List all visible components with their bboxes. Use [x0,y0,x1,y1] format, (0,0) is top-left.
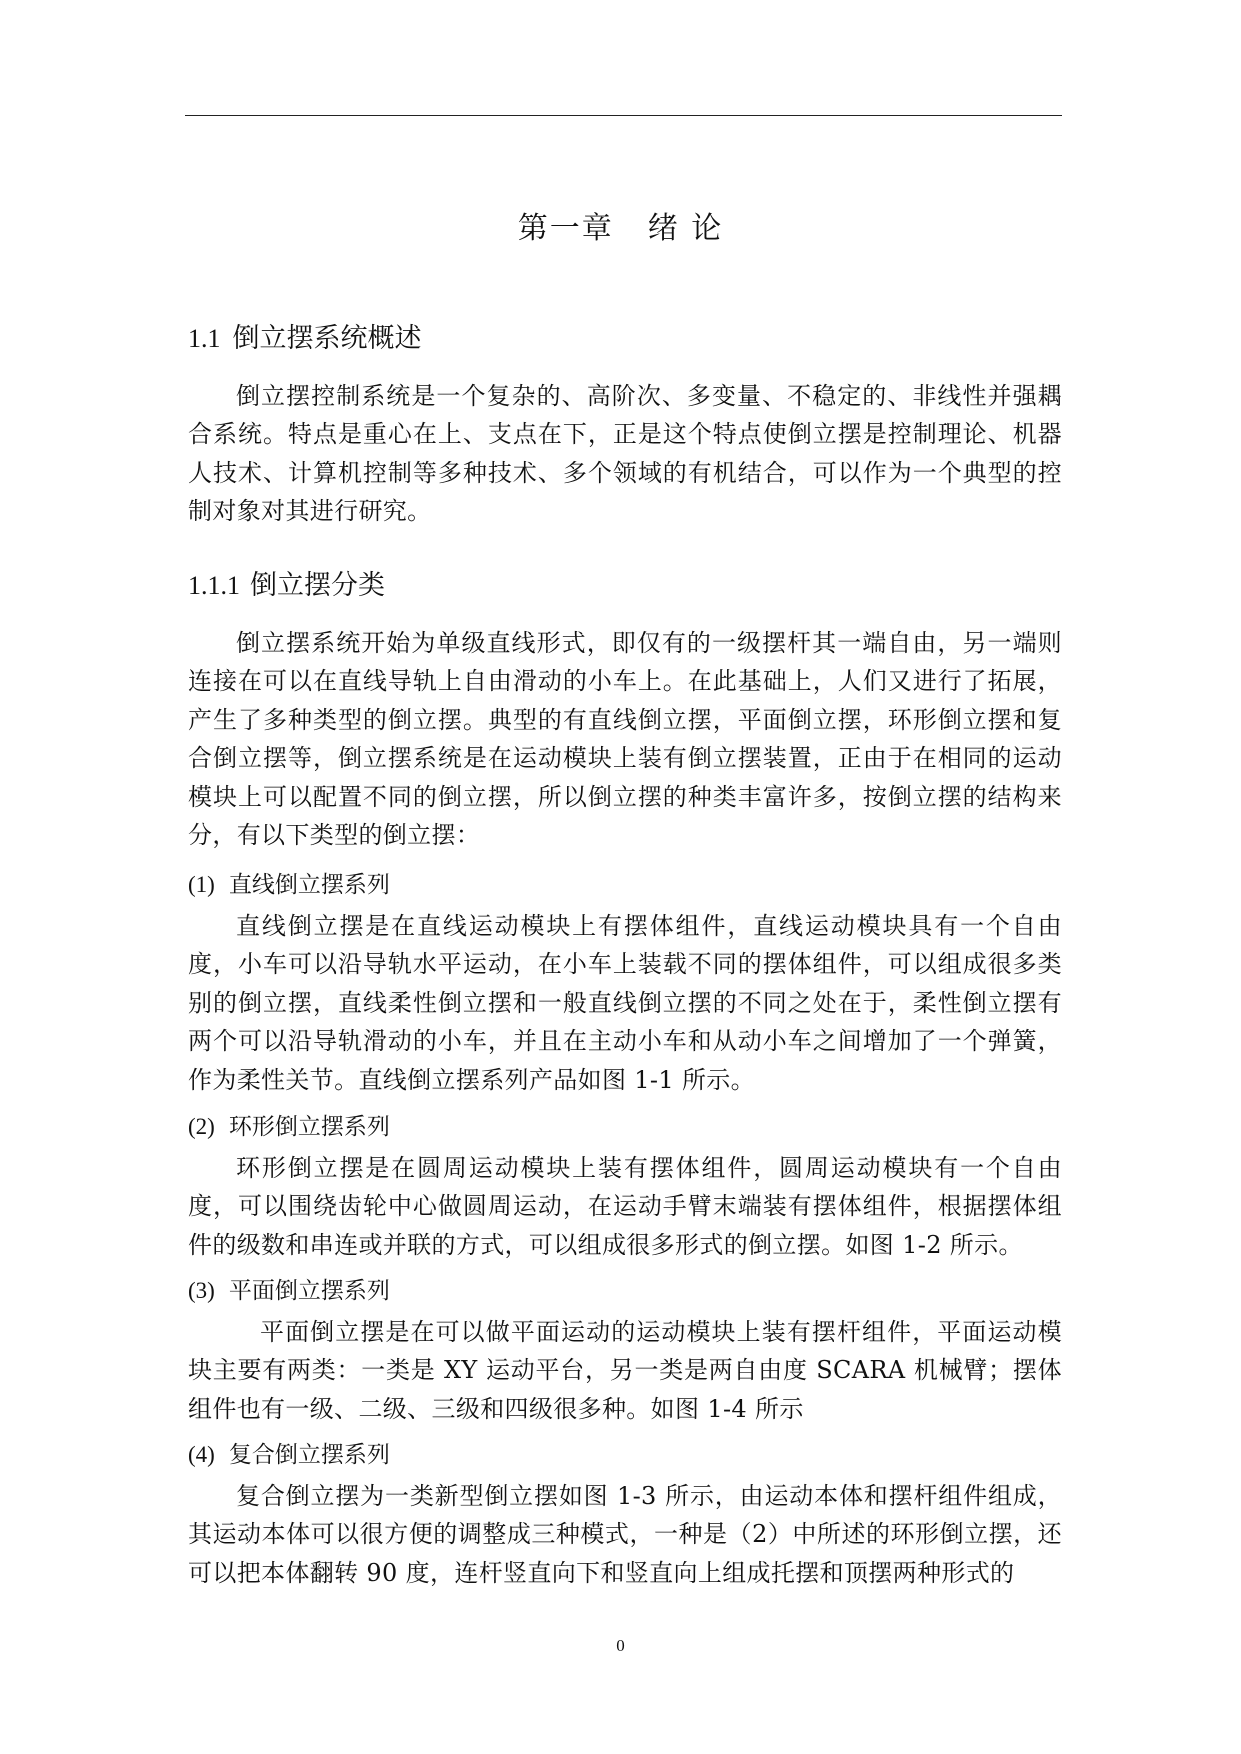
list-item-body: 直线倒立摆是在直线运动模块上有摆体组件，直线运动模块具有一个自由度，小车可以沿导轨水平运动，在小车上装载不同的摆体组件，可以组成很多类别的倒立摆，直线柔性倒立摆和一般直线倒立摆的不同之处在于，柔性倒立摆有两个可以沿导轨滑动的小车，并且在主动小车和从动小车之间增加了一个弹簧，作为柔性关节。直线倒立摆系列产品如图 1-1 所示。 [188,912,1062,1094]
subsection-number: 1.1.1 [188,571,240,600]
list-item-number: (1) [188,872,215,897]
list-item-heading [188,1276,390,1306]
list-item-title: 平面倒立摆系列 [228,1278,390,1304]
section-paragraph: 倒立摆控制系统是一个复杂的、高阶次、多变量、不稳定的、非线性并强耦合系统。特点是重心在上、支点在下，正是这个特点使倒立摆是控制理论、机器人技术、计算机控制等多种技术、多个领域的有机结合，可以作为一个典型的控制对象对其进行研究。 [188,382,1062,526]
list-item-number: (4) [188,1442,215,1467]
subsection-title: 倒立摆分类 [250,570,385,601]
subsection-heading [188,563,385,602]
list-item-heading [188,870,390,900]
section-number: 1.1 [188,324,221,353]
chapter-title: 绪 论 [647,211,724,246]
list-item-title: 复合倒立摆系列 [228,1442,390,1468]
list-item-body: 环形倒立摆是在圆周运动模块上装有摆体组件，圆周运动模块有一个自由度，可以围绕齿轮中心做圆周运动，在运动手臂末端装有摆体组件，根据摆体组件的级数和串连或并联的方式，可以组成很多形式的倒立摆。如图 1-2 所示。 [188,1154,1062,1259]
list-item-title: 环形倒立摆系列 [228,1114,390,1140]
section-heading [188,316,422,355]
section-title: 倒立摆系统概述 [232,323,422,354]
list-item-heading [188,1112,390,1142]
list-item-body: 平面倒立摆是在可以做平面运动的运动模块上装有摆杆组件，平面运动模块主要有两类：一类是 XY 运动平台，另一类是两自由度 SCARA 机械臂；摆体组件也有一级、二级、三级和四级很多种。如图 1-4 所示 [188,1318,1062,1423]
page-number: 0 [616,1636,625,1655]
list-item-body: 复合倒立摆为一类新型倒立摆如图 1-3 所示，由运动本体和摆杆组件组成，其运动本体可以很方便的调整成三种模式，一种是（2）中所述的环形倒立摆，还可以把本体翻转 90 度，连杆竖直向下和竖直向上组成托摆和顶摆两种形式的 [188,1482,1062,1587]
chapter-label: 第一章 [517,211,614,246]
list-item-heading [188,1440,390,1470]
list-item-number: (3) [188,1278,215,1303]
chapter-heading [0,203,1241,247]
header-rule [185,115,1062,116]
list-item-title: 直线倒立摆系列 [228,872,390,898]
list-item-number: (2) [188,1114,215,1139]
subsection-paragraph: 倒立摆系统开始为单级直线形式，即仅有的一级摆杆其一端自由，另一端则连接在可以在直线导轨上自由滑动的小车上。在此基础上，人们又进行了拓展，产生了多种类型的倒立摆。典型的有直线倒立摆，平面倒立摆，环形倒立摆和复合倒立摆等，倒立摆系统是在运动模块上装有倒立摆装置，正由于在相同的运动模块上可以配置不同的倒立摆，所以倒立摆的种类丰富许多，按倒立摆的结构来分，有以下类型的倒立摆： [188,629,1062,850]
